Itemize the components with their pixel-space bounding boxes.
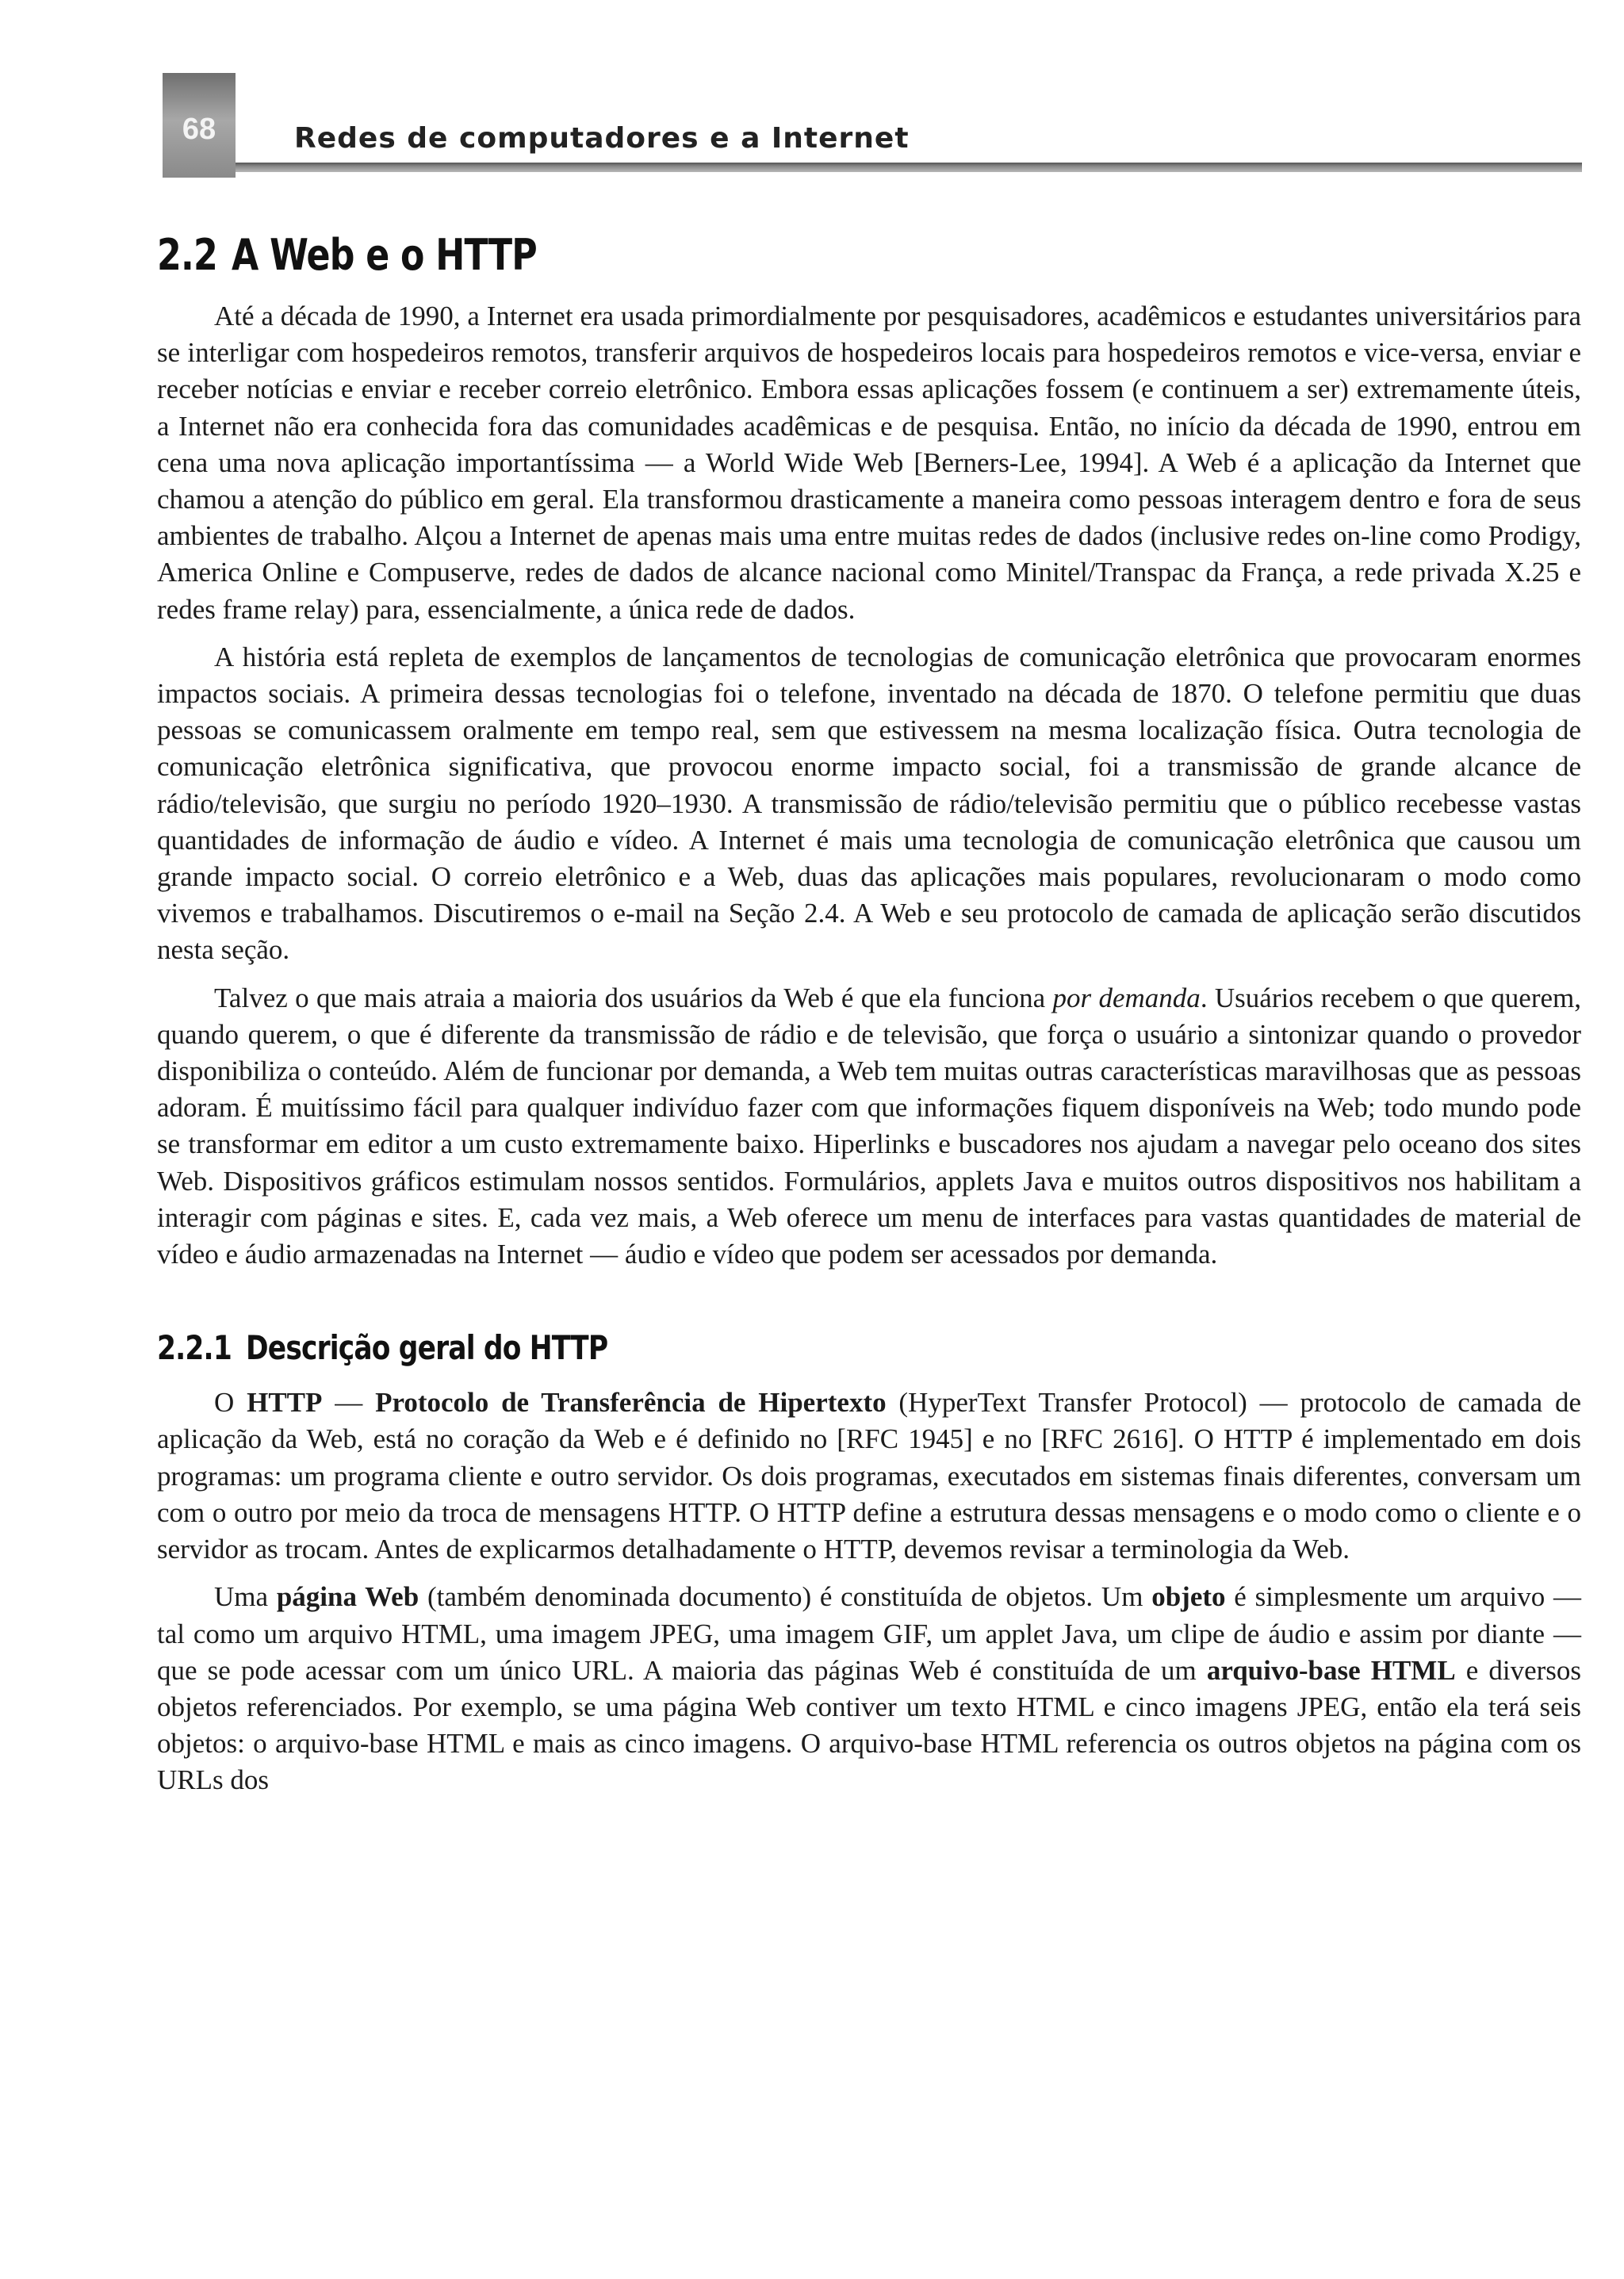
paragraph: Talvez o que mais atraia a maioria dos usuários da Web é que ela funciona por demanda. Usuários recebem o que querem, quando querem, o que é diferente da transmissão de rádio e de televisão, que força o usuário a sintonizar quando o provedor disponibiliza o conteúdo. Além de funcionar por demanda, a Web tem muitas outras características maravilhosas que as pessoas adoram. É muitíssimo fácil para qualquer indivíduo fazer com que informações fiquem disponíveis na Web; todo mundo pode se transformar em editor a um custo extremamente baixo. Hiperlinks e buscadores nos ajudam a navegar pelo oceano dos sites Web. Dispositivos gráficos estimulam nossos sentidos. Formulários, applets Java e muitos outros dispositivos nos habilitam a interagir com páginas e sites. E, cada vez mais, a Web oferece um menu de interfaces para vastas quantidades de material de vídeo e áudio armazenadas na Internet — áudio e vídeo que podem ser acessados por demanda.	[157, 982, 1581, 1270]
page-number: 68	[182, 113, 216, 146]
running-head: Redes de computadores e a Internet	[294, 122, 910, 155]
header-rule	[236, 163, 1582, 172]
subsection-title: Descrição geral do HTTP	[246, 1328, 608, 1368]
bold-term: Protocolo de Transferência de Hipertexto	[375, 1387, 887, 1419]
subsection-number: 2.2.1	[157, 1328, 232, 1368]
bold-term: HTTP	[247, 1387, 323, 1419]
bold-term: arquivo-base HTML	[1206, 1654, 1456, 1686]
paragraph: Até a década de 1990, a Internet era usada primordialmente por pesquisadores, acadêmicos e estudantes universitários para se interligar com hospedeiros remotos, transferir arquivos de hospedeiros locais para hospedeiros remotos e vice-versa, enviar e receber notícias e enviar e receber correio eletrônico. Embora essas aplicações fossem (e continuem a ser) extremamente úteis, a Internet não era conhecida fora das comunidades acadêmicas e de pesquisa. Então, no início da década de 1990, entrou em cena uma nova aplicação importantíssima — a World Wide Web [Berners-Lee, 1994]. A Web é a aplicação da Internet que chamou a atenção do público em geral. Ela transformou drasticamente a maneira como pessoas interagem dentro e fora de seus ambientes de trabalho. Alçou a Internet de apenas mais uma entre muitas redes de dados (inclusive redes on-line como Prodigy, America Online e Compuserve, redes de dados de alcance nacional como Minitel/Transpac da França, a rede privada X.25 e redes frame relay) para, essencialmente, a única rede de dados.	[157, 301, 1581, 625]
page-number-box	[163, 73, 236, 178]
emphasis: por demanda	[1052, 982, 1201, 1013]
section-number: 2.2	[157, 230, 217, 280]
subsection-heading	[157, 1328, 1325, 1367]
section-heading	[157, 230, 1325, 282]
page-body	[157, 230, 1581, 1799]
section-title: A Web e o HTTP	[232, 230, 537, 280]
paragraph: A história está repleta de exemplos de lançamentos de tecnologias de comunicação eletrônica que provocaram enormes impactos sociais. A primeira dessas tecnologias foi o telefone, inventado na década de 1870. O telefone permitiu que duas pessoas se comunicassem oralmente em tempo real, sem que estivessem na mesma localização física. Outra tecnologia de comunicação eletrônica significativa, que provocou enorme impacto social, foi a transmissão de grande alcance de rádio/televisão, que surgiu no período 1920–1930. A transmissão de rádio/televisão permitiu que o público recebesse vastas quantidades de informação de áudio e vídeo. A Internet é mais uma tecnologia de comunicação eletrônica que causou um grande impacto social. O correio eletrônico e a Web, duas das aplicações mais populares, revolucionaram o modo como vivemos e trabalhamos. Discutiremos o e-mail na Seção 2.4. A Web e seu protocolo de camada de aplicação serão discutidos nesta seção.	[157, 641, 1581, 966]
bold-term: página Web	[276, 1581, 419, 1613]
page-header	[163, 73, 1582, 178]
bold-term: objeto	[1151, 1581, 1226, 1613]
paragraph: Uma página Web (também denominada documento) é constituída de objetos. Um objeto é simplesmente um arquivo — tal como um arquivo HTML, uma imagem JPEG, uma imagem GIF, um applet Java, um clipe de áudio e assim por diante — que se pode acessar com um único URL. A maioria das páginas Web é constituída de um arquivo-base HTML e diversos objetos referenciados. Por exemplo, se uma página Web contiver um texto HTML e cinco imagens JPEG, então ela terá seis objetos: o arquivo-base HTML e mais as cinco imagens. O arquivo-base HTML referencia os outros objetos na página com os URLs dos	[157, 1581, 1581, 1796]
paragraph: O HTTP — Protocolo de Transferência de Hipertexto (HyperText Transfer Protocol) — protocolo de camada de aplicação da Web, está no coração da Web e é definido no [RFC 1945] e no [RFC 2616]. O HTTP é implementado em dois programas: um programa cliente e outro servidor. Os dois programas, executados em sistemas finais diferentes, conversam um com o outro por meio da troca de mensagens HTTP. O HTTP define a estrutura dessas mensagens e o modo como o cliente e o servidor as trocam. Antes de explicarmos detalhadamente o HTTP, devemos revisar a terminologia da Web.	[157, 1387, 1582, 1565]
